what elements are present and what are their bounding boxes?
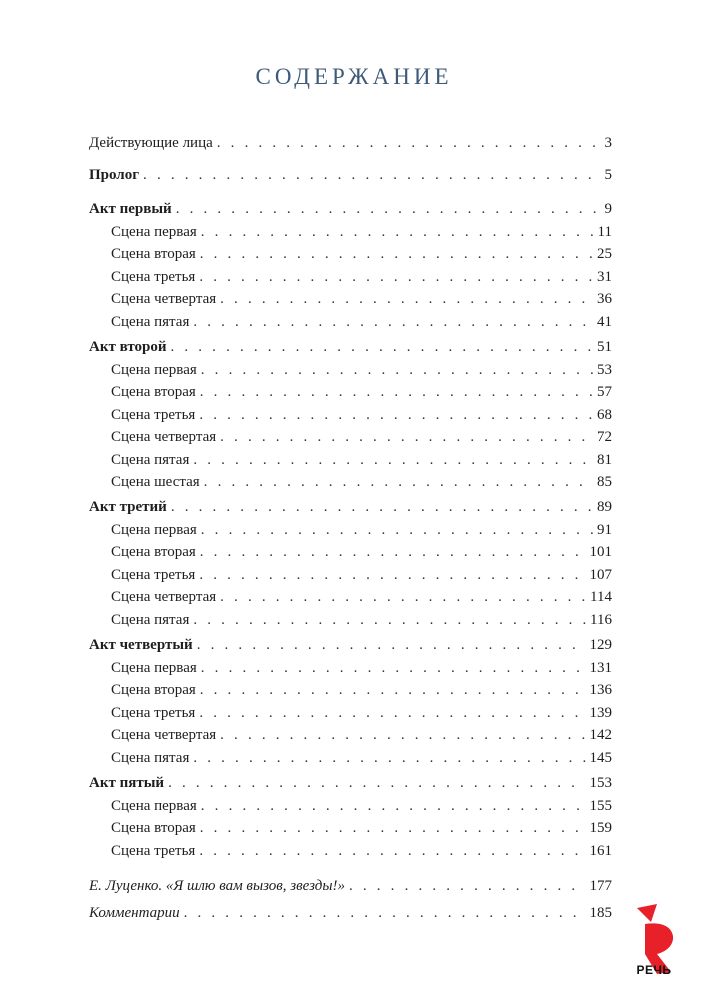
toc-entry xyxy=(89,875,612,898)
toc-entry-label: Е. Луценко. «Я шлю вам вызов, звезды!» xyxy=(89,878,345,894)
toc-entry-label: Акт пятый xyxy=(89,775,165,791)
toc-entry xyxy=(89,426,612,449)
toc-entry-page: 89 xyxy=(597,499,612,515)
toc-entry xyxy=(89,702,612,725)
toc-entry-label: Сцена вторая xyxy=(111,820,196,836)
toc-entry-label: Акт второй xyxy=(89,339,167,355)
toc-entry-page: 131 xyxy=(589,659,612,676)
dot-leader xyxy=(200,243,593,266)
toc-entry xyxy=(89,311,612,334)
toc-entry-page: 53 xyxy=(597,361,612,378)
toc-entry-page: 31 xyxy=(597,268,612,285)
toc-entry-label: Сцена первая xyxy=(111,223,197,240)
toc-entry xyxy=(89,381,612,404)
toc-entry-page: 41 xyxy=(597,313,612,330)
dot-leader xyxy=(201,519,593,542)
dot-leader xyxy=(199,840,585,863)
toc-entry-label: Сцена четвертая xyxy=(111,727,217,743)
toc-entry-page: 11 xyxy=(597,223,612,240)
toc-entry-page: 25 xyxy=(597,246,612,262)
toc-entry-page: 51 xyxy=(597,339,612,355)
toc-entry xyxy=(89,132,612,155)
toc-entry xyxy=(89,679,612,702)
dot-leader xyxy=(184,902,586,925)
toc-entry xyxy=(89,724,612,747)
dot-leader xyxy=(199,564,585,587)
dot-leader xyxy=(197,634,586,657)
toc-entry xyxy=(89,817,612,840)
toc-entry-page: 142 xyxy=(589,727,612,743)
toc-entry xyxy=(89,564,612,587)
toc-entry-page: 177 xyxy=(589,878,612,894)
toc-entry-label: Сцена первая xyxy=(111,797,197,814)
toc-entry-label: Акт четвертый xyxy=(89,637,193,653)
toc-entry xyxy=(89,266,612,289)
toc-entry-page: 107 xyxy=(589,566,612,583)
toc-entry-page: 68 xyxy=(597,406,612,423)
toc-entry-label: Сцена третья xyxy=(111,406,196,423)
dot-leader xyxy=(176,198,601,221)
toc-entry-page: 114 xyxy=(590,589,612,605)
toc-entry-page: 81 xyxy=(597,451,612,468)
toc-entry-page: 139 xyxy=(589,704,612,721)
toc-entry-page: 9 xyxy=(604,201,612,217)
toc-entry-label: Действующие лица xyxy=(89,135,213,151)
dot-leader xyxy=(201,795,586,818)
toc-entry xyxy=(89,747,612,770)
dot-leader xyxy=(204,471,593,494)
toc-entry-label: Акт третий xyxy=(89,499,167,515)
toc-entry xyxy=(89,471,612,494)
toc-entry xyxy=(89,772,612,795)
dot-leader xyxy=(143,164,600,187)
dot-leader xyxy=(199,702,585,725)
toc-entry-page: 91 xyxy=(597,521,612,538)
toc-entry xyxy=(89,221,612,244)
toc-entry-page: 116 xyxy=(590,611,612,628)
toc-entry-label: Сцена вторая xyxy=(111,384,196,400)
dot-leader xyxy=(220,426,593,449)
toc-entry-label: Сцена шестая xyxy=(111,474,200,490)
toc-entry-page: 136 xyxy=(589,682,612,698)
dot-leader xyxy=(220,288,593,311)
dot-leader xyxy=(220,586,586,609)
toc-entry-label: Сцена вторая xyxy=(111,246,196,262)
toc-entry-label: Акт первый xyxy=(89,201,172,217)
toc-entry-label: Сцена вторая xyxy=(111,682,196,698)
toc-entry-label: Сцена пятая xyxy=(111,313,190,330)
toc-entry-page: 185 xyxy=(589,905,612,921)
toc-entry-label: Сцена третья xyxy=(111,268,196,285)
toc-entry-label: Сцена третья xyxy=(111,842,196,859)
toc-entry xyxy=(89,496,612,519)
toc-entry-page: 72 xyxy=(597,429,612,445)
dot-leader xyxy=(201,657,586,680)
dot-leader xyxy=(193,311,593,334)
toc-entry-page: 36 xyxy=(597,291,612,307)
toc-entry xyxy=(89,519,612,542)
toc-entry-page: 145 xyxy=(589,749,612,766)
toc-entry-page: 159 xyxy=(589,820,612,836)
toc-entry-label: Сцена пятая xyxy=(111,749,190,766)
toc-entry xyxy=(89,288,612,311)
dot-leader xyxy=(201,221,594,244)
toc-entry xyxy=(89,449,612,472)
toc-entry-label: Сцена четвертая xyxy=(111,429,217,445)
toc-entry-label: Сцена пятая xyxy=(111,611,190,628)
toc-entry-label: Сцена первая xyxy=(111,521,197,538)
toc-entry-label: Сцена первая xyxy=(111,659,197,676)
dot-leader xyxy=(200,541,586,564)
toc-entry xyxy=(89,359,612,382)
toc-entry-page: 155 xyxy=(589,797,612,814)
page-title: СОДЕРЖАНИЕ xyxy=(255,64,453,89)
dot-leader xyxy=(171,496,593,519)
toc-entry xyxy=(89,198,612,221)
toc-entry xyxy=(89,609,612,632)
dot-leader xyxy=(199,404,593,427)
toc-entry xyxy=(89,795,612,818)
toc-entry-label: Комментарии xyxy=(89,905,180,921)
dot-leader xyxy=(193,747,585,770)
toc-entry xyxy=(89,336,612,359)
dot-leader xyxy=(220,724,585,747)
toc-entry-page: 5 xyxy=(604,167,612,183)
toc-entry-label: Сцена первая xyxy=(111,361,197,378)
toc-entry-page: 101 xyxy=(589,544,612,560)
dot-leader xyxy=(200,817,586,840)
toc-entry xyxy=(89,634,612,657)
publisher-name: РЕЧЬ xyxy=(636,963,672,977)
toc-entry xyxy=(89,243,612,266)
toc-entry-label: Сцена четвертая xyxy=(111,291,217,307)
toc-entry xyxy=(89,404,612,427)
toc-entry-page: 153 xyxy=(589,775,612,791)
dot-leader xyxy=(200,679,586,702)
dot-leader xyxy=(201,359,593,382)
toc-entry-label: Пролог xyxy=(89,167,140,183)
dot-leader xyxy=(193,449,593,472)
dot-leader xyxy=(217,132,601,155)
dot-leader xyxy=(170,336,593,359)
toc-entry-label: Сцена вторая xyxy=(111,544,196,560)
toc-entry xyxy=(89,164,612,187)
dot-leader xyxy=(193,609,586,632)
toc-entry-label: Сцена пятая xyxy=(111,451,190,468)
toc-entry xyxy=(89,541,612,564)
toc-entry-label: Сцена третья xyxy=(111,566,196,583)
dot-leader xyxy=(349,875,586,898)
toc-entry-page: 85 xyxy=(597,474,612,490)
toc-entry xyxy=(89,586,612,609)
toc-entry-page: 129 xyxy=(589,637,612,653)
toc-entry xyxy=(89,657,612,680)
toc-entry-label: Сцена третья xyxy=(111,704,196,721)
toc-entry-page: 161 xyxy=(589,842,612,859)
toc-entry-label: Сцена четвертая xyxy=(111,589,217,605)
dot-leader xyxy=(168,772,585,795)
dot-leader xyxy=(199,266,593,289)
dot-leader xyxy=(200,381,593,404)
toc-entry-page: 57 xyxy=(597,384,612,400)
toc-entry-page: 3 xyxy=(604,135,612,151)
toc-entry xyxy=(89,840,612,863)
toc-entry xyxy=(89,902,612,925)
